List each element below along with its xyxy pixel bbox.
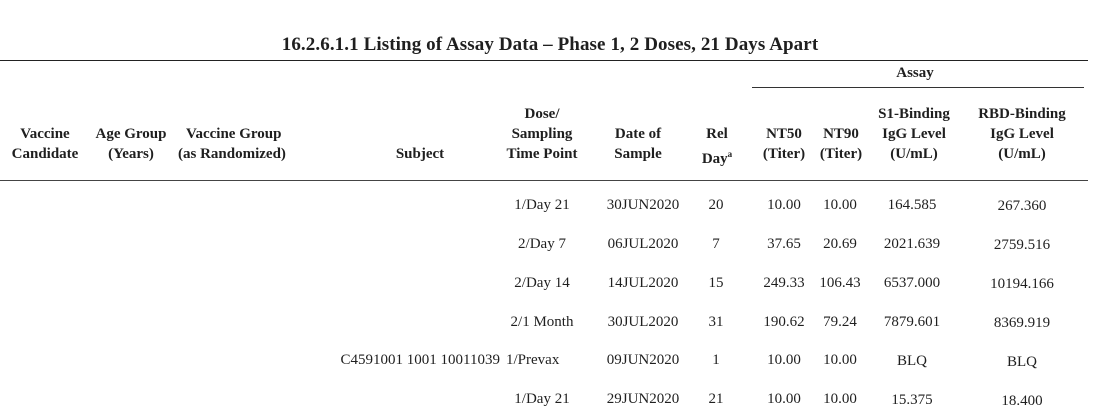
- table-cell-s1: 6537.000: [883, 275, 941, 291]
- header-rule: [0, 180, 1088, 181]
- header-vaccine-group: Vaccine Group (as Randomized): [178, 126, 286, 162]
- table-cell-s1: 2021.639: [883, 236, 941, 252]
- table-cell-nt50: 10.00: [767, 352, 801, 368]
- table-cell-nt50: 249.33: [763, 275, 805, 291]
- header-vaccine-candidate: Vaccine Candidate: [11, 126, 79, 162]
- header-rbd-binding: RBD-Binding IgG Level (U/mL): [978, 106, 1066, 162]
- table-cell-dose: 2/Day 7: [518, 236, 566, 252]
- table-cell-date: 06JUL2020: [607, 236, 679, 252]
- header-dose-time-point: Dose/ Sampling Time Point: [506, 106, 578, 162]
- table-cell-nt90: 79.24: [823, 314, 857, 330]
- table-cell-rbd: 18.400: [1001, 393, 1043, 409]
- table-cell-nt50: 10.00: [767, 197, 801, 213]
- header-subject: Subject: [395, 146, 445, 162]
- table-cell-s1: 7879.601: [883, 314, 941, 330]
- title-rule: [0, 60, 1088, 61]
- table-cell-nt90: 106.43: [819, 275, 861, 291]
- table-cell-dose: 1/Prevax: [506, 352, 560, 368]
- header-nt50: NT50 (Titer): [762, 126, 806, 162]
- table-cell-rbd: 8369.919: [993, 315, 1051, 331]
- table-cell-rel-day: 20: [708, 197, 724, 213]
- header-date-of-sample: Date of Sample: [614, 126, 662, 162]
- table-cell-nt50: 10.00: [767, 391, 801, 407]
- table-cell-nt90: 10.00: [823, 352, 857, 368]
- table-cell-dose: 2/1 Month: [510, 314, 574, 330]
- table-cell-rel-day: 21: [708, 391, 724, 407]
- table-cell-nt50: 190.62: [763, 314, 805, 330]
- assay-group-label: Assay: [896, 65, 934, 81]
- table-cell-nt90: 20.69: [823, 236, 857, 252]
- table-cell-date: 29JUN2020: [606, 391, 680, 407]
- table-cell-date: 30JUL2020: [607, 314, 679, 330]
- header-age-group: Age Group (Years): [95, 126, 167, 162]
- table-cell-nt90: 10.00: [823, 391, 857, 407]
- table-cell-s1: 15.375: [891, 392, 933, 408]
- table-cell-rbd: 2759.516: [993, 237, 1051, 253]
- table-cell-rel-day: 7: [712, 236, 720, 252]
- table-cell-date: 14JUL2020: [607, 275, 679, 291]
- table-cell-rbd: 10194.166: [990, 276, 1054, 292]
- table-cell-dose: 1/Day 21: [514, 391, 570, 407]
- table-cell-date: 09JUN2020: [606, 352, 680, 368]
- table-cell-nt90: 10.00: [823, 197, 857, 213]
- table-cell-dose: 1/Day 21: [514, 197, 570, 213]
- table-cell-subject: C4591001 1001 10011039: [340, 352, 500, 368]
- table-cell-rel-day: 31: [708, 314, 724, 330]
- table-cell-rbd: 267.360: [997, 198, 1047, 214]
- table-cell-rel-day: 15: [708, 275, 724, 291]
- table-cell-nt50: 37.65: [767, 236, 801, 252]
- table-cell-s1: 164.585: [887, 197, 937, 213]
- assay-group-rule: [752, 87, 1084, 88]
- table-cell-rel-day: 1: [712, 352, 720, 368]
- table-cell-s1: BLQ: [897, 353, 927, 369]
- header-nt90: NT90 (Titer): [819, 126, 863, 162]
- header-s1-binding: S1-Binding IgG Level (U/mL): [878, 106, 950, 162]
- listing-title: 16.2.6.1.1 Listing of Assay Data – Phase 1, 2 Doses, 21 Days Apart: [281, 34, 819, 55]
- table-cell-dose: 2/Day 14: [514, 275, 570, 291]
- header-rel-day: Rel Day$^a$: [701, 126, 733, 167]
- table-cell-date: 30JUN2020: [606, 197, 680, 213]
- table-cell-rbd: BLQ: [1007, 354, 1037, 370]
